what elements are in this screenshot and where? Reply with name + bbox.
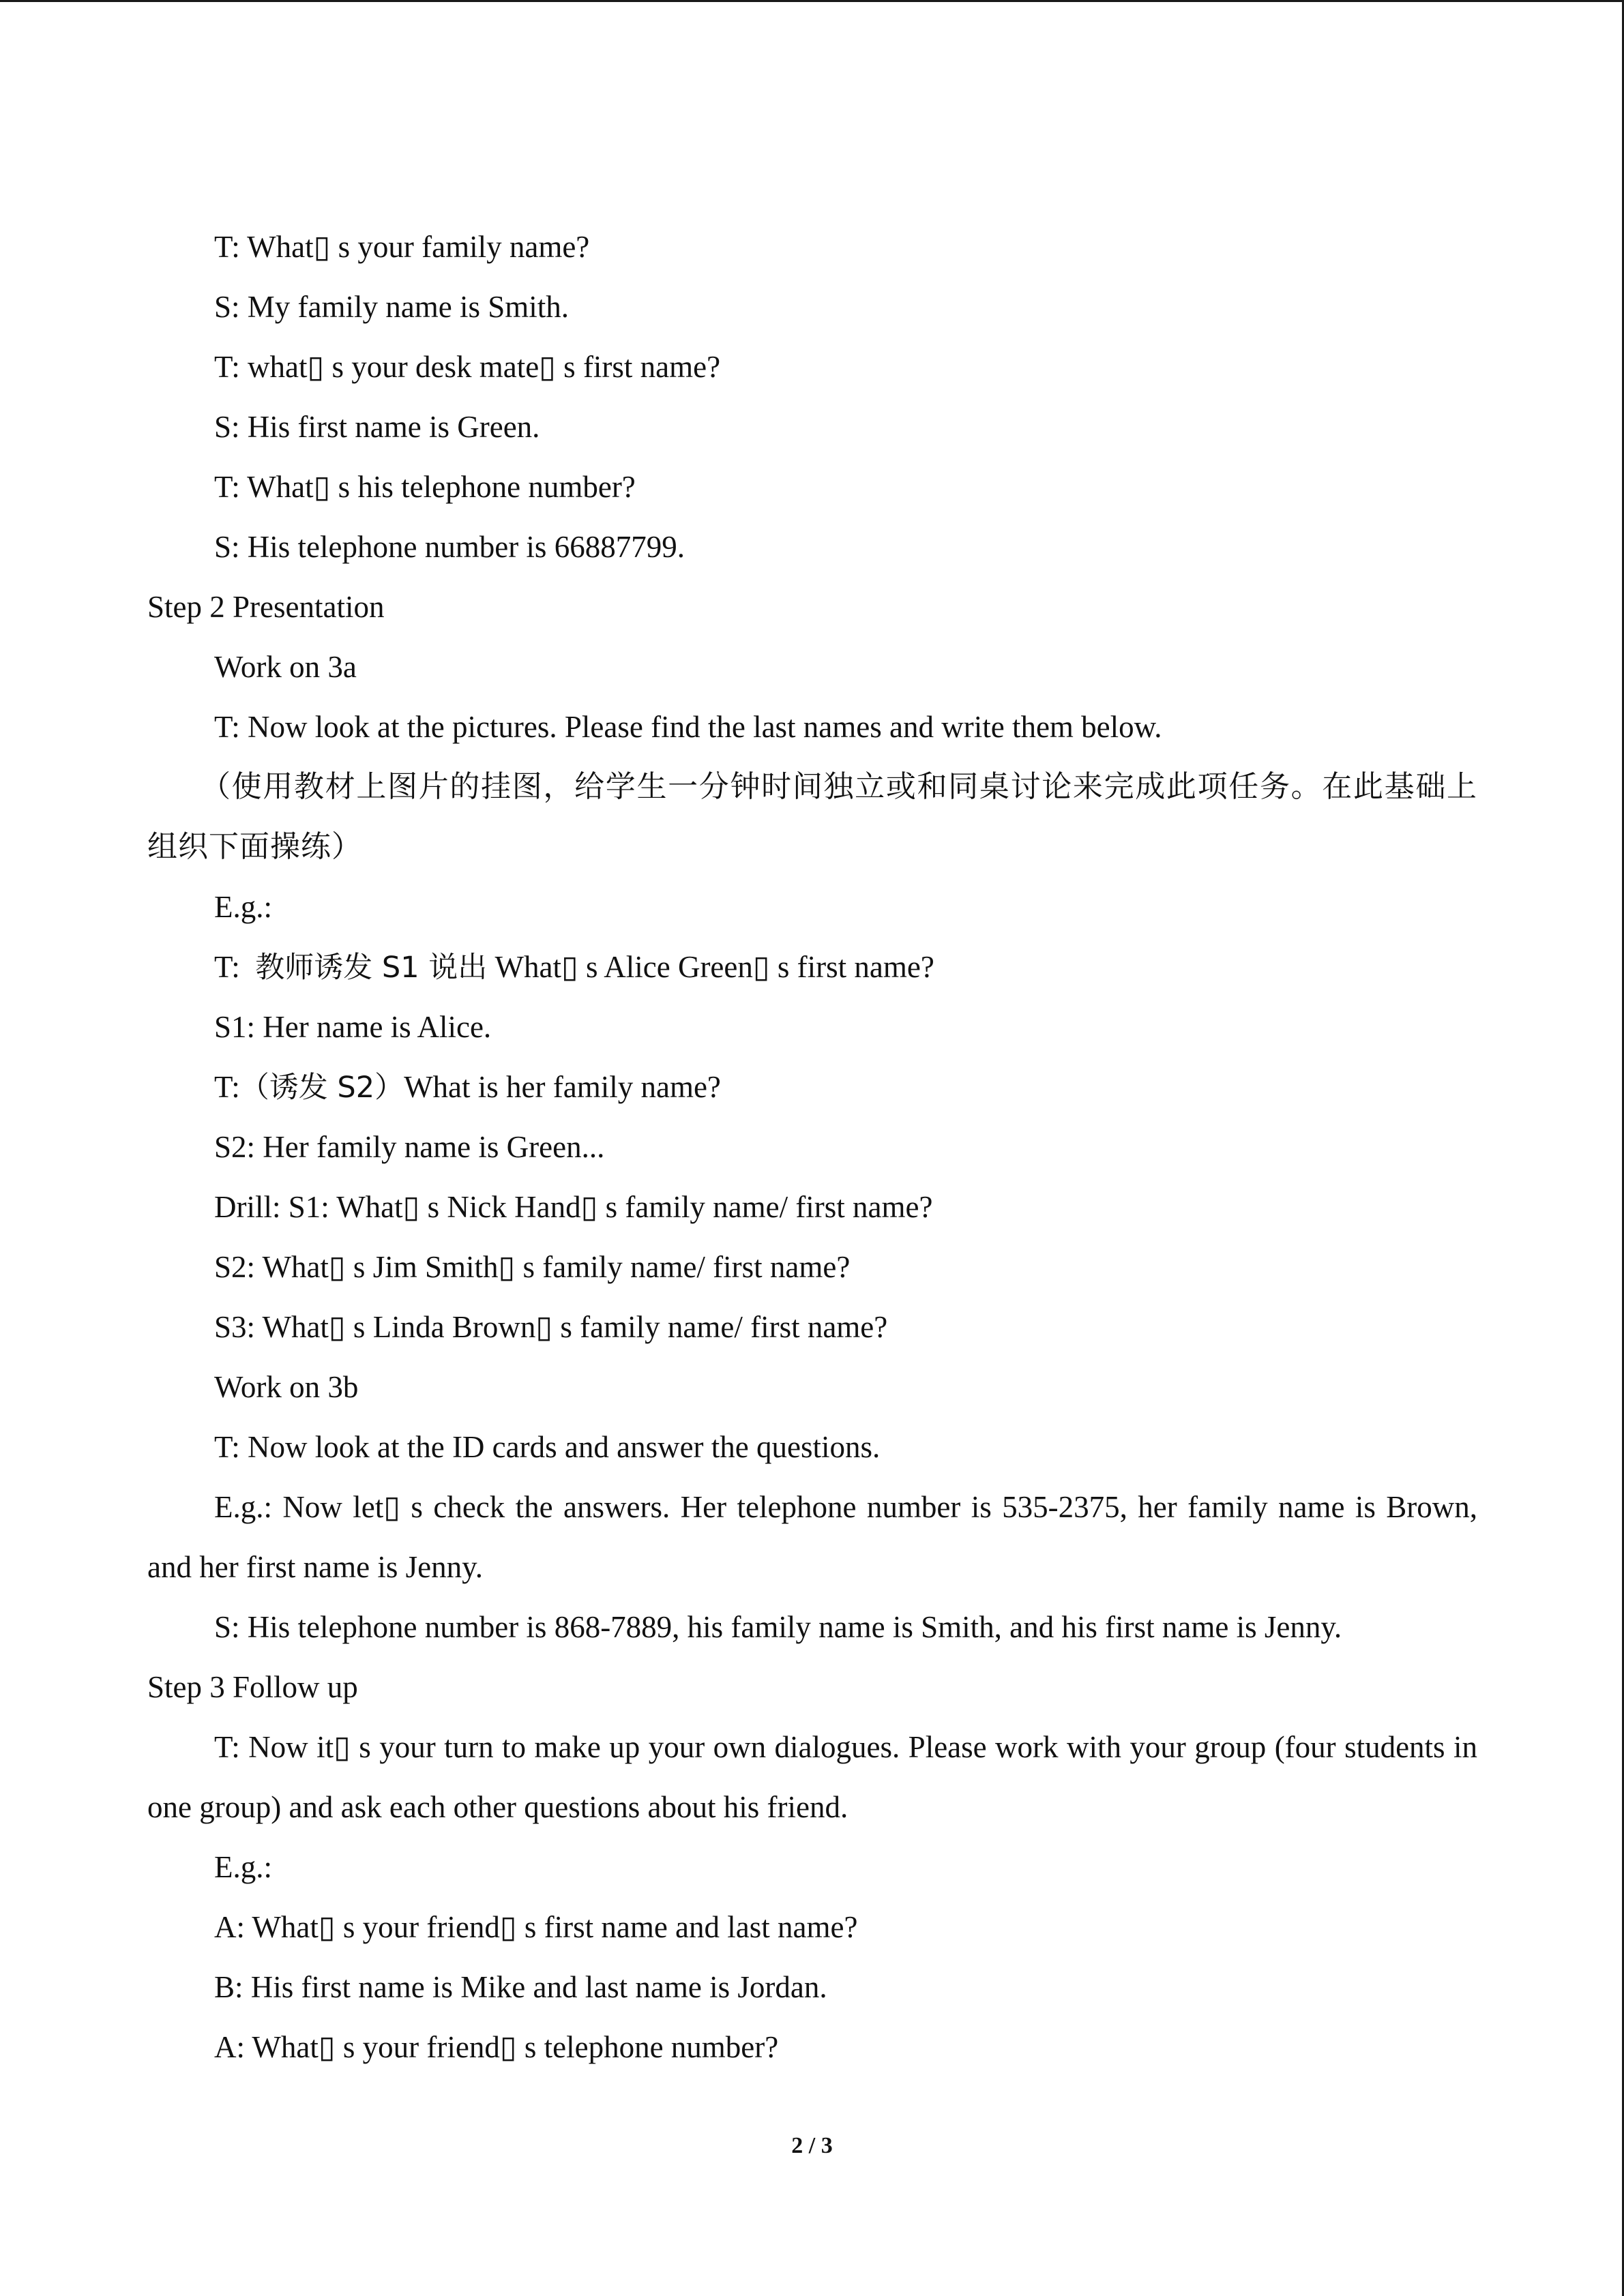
dialogue-line: A: What▯ s your friend▯ s first name and last name? xyxy=(214,1910,858,1944)
page-number: 2 / 3 xyxy=(791,2133,833,2158)
drill-line: S3: What▯ s Linda Brown▯ s family name/ first name? xyxy=(214,1310,888,1344)
work3a-instruction: T: Now look at the pictures. Please find the last names and write them below. xyxy=(214,710,1162,744)
dialogue-line: A: What▯ s your friend▯ s telephone number? xyxy=(214,2030,779,2064)
step3-instruction: T: Now it▯ s your turn to make up your own dialogues. Please work with your group (four students in one group) and ask each other questions about his friend. xyxy=(147,1730,1477,1824)
example-question: What▯ s Alice Green▯ s first name? xyxy=(494,950,934,984)
example-teacher-line-2 xyxy=(147,1057,1477,1117)
step3-heading: Step 3 Follow up xyxy=(147,1670,358,1704)
work3b-instruction: T: Now look at the ID cards and answer the questions. xyxy=(214,1430,881,1464)
dialogue-line: S: His telephone number is 66887799. xyxy=(214,530,685,564)
example-student-line: S1: Her name is Alice. xyxy=(214,1010,492,1044)
work3b-heading: Work on 3b xyxy=(214,1370,359,1404)
drill-line: S2: What▯ s Jim Smith▯ s family name/ first name? xyxy=(214,1250,851,1284)
dialogue-line: T: What▯ s your family name? xyxy=(214,230,590,264)
chinese-teaching-note: （使用教材上图片的挂图，给学生一分钟时间独立或和同桌讨论来完成此项任务。在此基础上组织下面操练） xyxy=(147,769,1477,864)
dialogue-line: B: His first name is Mike and last name is Jordan. xyxy=(214,1970,827,2004)
example-question: What is her family name? xyxy=(404,1070,721,1104)
work3b-example: E.g.: Now let▯ s check the answers. Her telephone number is 535-2375, her family name is Brown, and her first name is Jenny. xyxy=(147,1490,1477,1584)
speaker-prefix: T: xyxy=(214,1070,240,1104)
page-border-top xyxy=(0,0,1624,2)
chinese-prompt: （诱发 S2） xyxy=(239,1071,404,1105)
chinese-prompt: 教师诱发 S1 说出 xyxy=(255,951,488,985)
work3b-answer: S: His telephone number is 868-7889, his family name is Smith, and his first name is Jenny. xyxy=(214,1610,1342,1644)
speaker-prefix: T: xyxy=(214,950,240,984)
example-label: E.g.: xyxy=(214,1850,272,1884)
dialogue-line: T: What▯ s his telephone number? xyxy=(214,470,636,504)
drill-line: Drill: S1: What▯ s Nick Hand▯ s family name/ first name? xyxy=(214,1190,933,1224)
example-label: E.g.: xyxy=(214,890,272,924)
example-teacher-line xyxy=(147,937,1477,997)
document-body xyxy=(147,217,1477,2077)
example-student-line-2: S2: Her family name is Green... xyxy=(214,1130,605,1164)
dialogue-line: T: what▯ s your desk mate▯ s first name? xyxy=(214,350,721,384)
dialogue-line: S: His first name is Green. xyxy=(214,410,540,444)
dialogue-line: S: My family name is Smith. xyxy=(214,290,570,324)
step2-heading: Step 2 Presentation xyxy=(147,590,385,624)
work3a-heading: Work on 3a xyxy=(214,650,357,684)
